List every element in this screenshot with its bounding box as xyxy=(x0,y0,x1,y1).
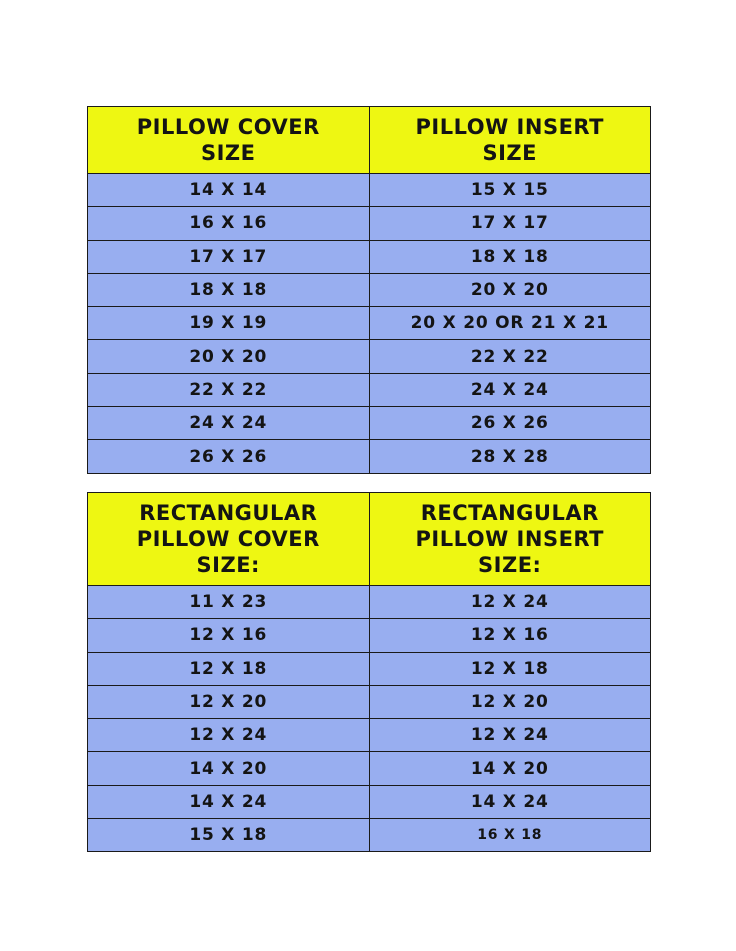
table-row xyxy=(88,174,651,207)
square-pillow-size-table xyxy=(87,106,651,474)
table-row xyxy=(88,207,651,240)
cover-size-cell: 19 X 19 xyxy=(88,307,370,340)
insert-size-cell: 14 X 24 xyxy=(369,785,651,818)
cover-size-cell: 11 X 23 xyxy=(88,586,370,619)
table-row xyxy=(88,619,651,652)
pillow-insert-size-header: PILLOW INSERT SIZE xyxy=(369,107,651,174)
rectangular-insert-size-header: RECTANGULAR PILLOW INSERT SIZE: xyxy=(369,493,651,586)
table-row xyxy=(88,307,651,340)
insert-size-cell: 20 X 20 xyxy=(369,273,651,306)
cover-size-cell: 26 X 26 xyxy=(88,440,370,473)
insert-size-cell: 18 X 18 xyxy=(369,240,651,273)
table-header-row xyxy=(88,493,651,586)
cover-size-cell: 12 X 20 xyxy=(88,685,370,718)
insert-size-cell: 12 X 24 xyxy=(369,586,651,619)
insert-size-cell: 16 X 18 xyxy=(369,819,651,852)
insert-size-cell: 17 X 17 xyxy=(369,207,651,240)
rectangular-pillow-size-table xyxy=(87,492,651,852)
table-row xyxy=(88,785,651,818)
cover-size-cell: 16 X 16 xyxy=(88,207,370,240)
insert-size-cell: 22 X 22 xyxy=(369,340,651,373)
table-header-row xyxy=(88,107,651,174)
cover-size-cell: 14 X 14 xyxy=(88,174,370,207)
table-row xyxy=(88,340,651,373)
cover-size-cell: 22 X 22 xyxy=(88,373,370,406)
table-row xyxy=(88,273,651,306)
table-row xyxy=(88,373,651,406)
table-row xyxy=(88,586,651,619)
table-row xyxy=(88,819,651,852)
cover-size-cell: 18 X 18 xyxy=(88,273,370,306)
pillow-cover-size-header: PILLOW COVER SIZE xyxy=(88,107,370,174)
cover-size-cell: 12 X 16 xyxy=(88,619,370,652)
insert-size-cell: 12 X 24 xyxy=(369,719,651,752)
table-row xyxy=(88,752,651,785)
cover-size-cell: 17 X 17 xyxy=(88,240,370,273)
insert-size-cell: 28 X 28 xyxy=(369,440,651,473)
insert-size-cell: 20 X 20 OR 21 X 21 xyxy=(369,307,651,340)
cover-size-cell: 12 X 18 xyxy=(88,652,370,685)
insert-size-cell: 12 X 20 xyxy=(369,685,651,718)
table-row xyxy=(88,652,651,685)
rectangular-cover-size-header: RECTANGULAR PILLOW COVER SIZE: xyxy=(88,493,370,586)
cover-size-cell: 12 X 24 xyxy=(88,719,370,752)
insert-size-cell: 14 X 20 xyxy=(369,752,651,785)
insert-size-cell: 26 X 26 xyxy=(369,407,651,440)
cover-size-cell: 24 X 24 xyxy=(88,407,370,440)
table-row xyxy=(88,407,651,440)
table-row xyxy=(88,685,651,718)
insert-size-cell: 24 X 24 xyxy=(369,373,651,406)
table-row xyxy=(88,440,651,473)
cover-size-cell: 15 X 18 xyxy=(88,819,370,852)
cover-size-cell: 14 X 24 xyxy=(88,785,370,818)
insert-size-cell: 12 X 18 xyxy=(369,652,651,685)
cover-size-cell: 20 X 20 xyxy=(88,340,370,373)
insert-size-cell: 12 X 16 xyxy=(369,619,651,652)
table-row xyxy=(88,719,651,752)
insert-size-cell: 15 X 15 xyxy=(369,174,651,207)
cover-size-cell: 14 X 20 xyxy=(88,752,370,785)
table-row xyxy=(88,240,651,273)
